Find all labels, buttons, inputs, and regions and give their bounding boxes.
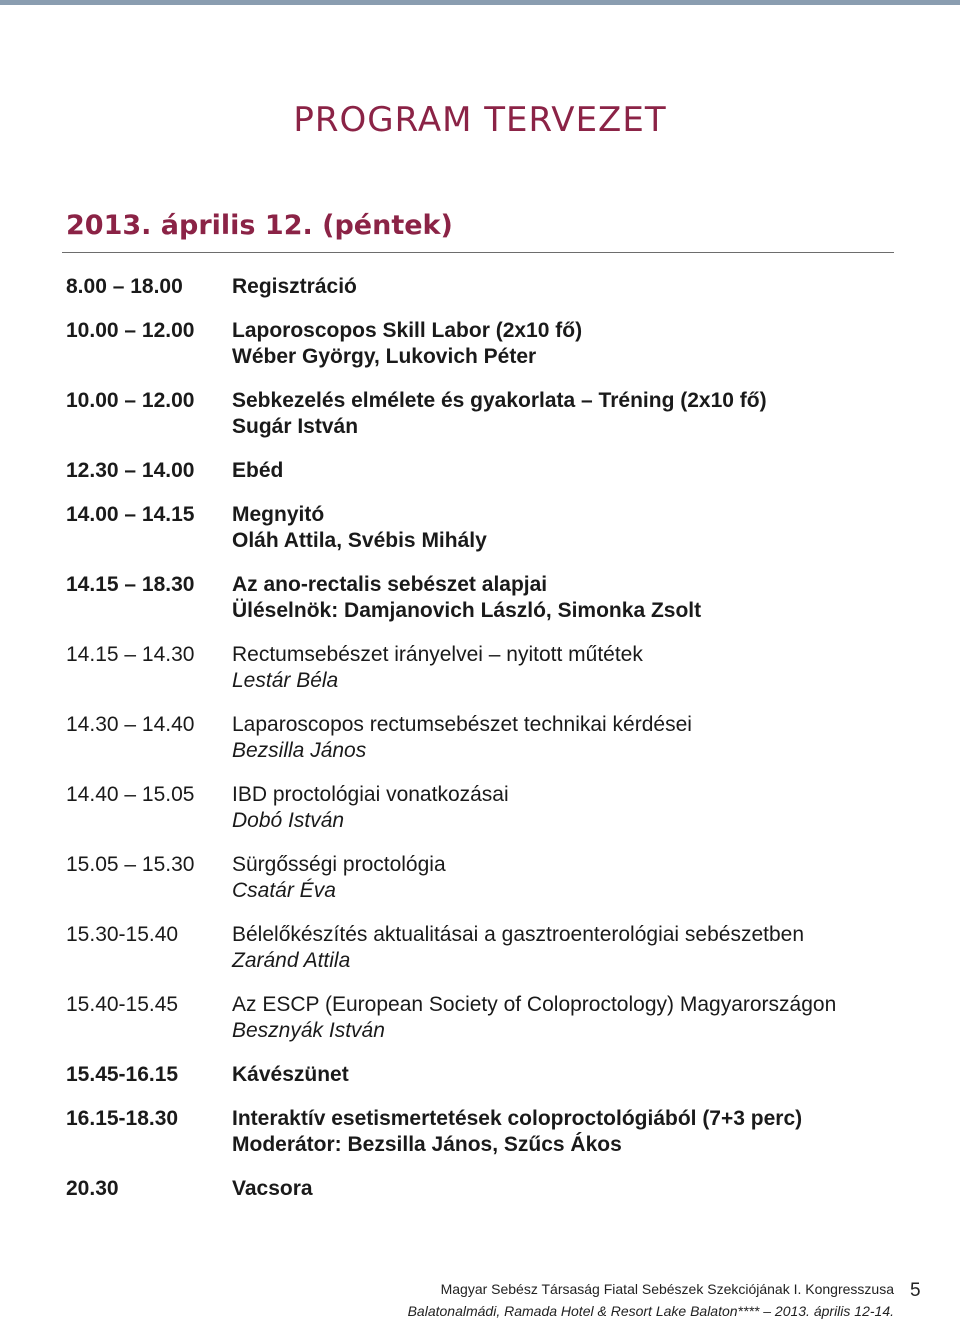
row-title: Az ESCP (European Society of Coloproctology) Magyarországon xyxy=(232,993,837,1016)
row-chair: Üléselnök: Damjanovich László, Simonka Zsolt xyxy=(232,599,702,622)
row-speakers: Oláh Attila, Svébis Mihály xyxy=(232,529,487,552)
row-title: Megnyitó xyxy=(232,503,325,526)
row-speaker: Lestár Béla xyxy=(232,669,339,692)
row-title: Rectumsebészet irányelvei – nyitott műtétek xyxy=(232,643,643,666)
row-time: 15.05 – 15.30 xyxy=(66,853,195,876)
row-time: 10.00 – 12.00 xyxy=(66,319,195,342)
row-title: Sebkezelés elmélete és gyakorlata – Tréning (2x10 fő) xyxy=(232,389,767,412)
row-time: 14.15 – 18.30 xyxy=(66,573,195,596)
row-title: Sürgősségi proctológia xyxy=(232,853,446,876)
page-number: 5 xyxy=(910,1280,921,1301)
divider xyxy=(62,252,894,253)
row-time: 14.30 – 14.40 xyxy=(66,713,195,736)
row-title: Laparoscopos rectumsebészet technikai kérdései xyxy=(232,713,692,736)
page-footer xyxy=(408,1278,894,1322)
row-title: Ebéd xyxy=(232,459,284,482)
row-title: Vacsora xyxy=(232,1177,313,1200)
top-border xyxy=(0,0,960,5)
row-time: 15.30-15.40 xyxy=(66,923,179,946)
row-time: 16.15-18.30 xyxy=(66,1107,179,1130)
row-time: 15.40-15.45 xyxy=(66,993,179,1016)
row-title: Regisztráció xyxy=(232,275,357,298)
footer-congress: Magyar Sebész Társaság Fiatal Sebészek Szekciójának I. Kongresszusa xyxy=(440,1281,894,1297)
row-speaker: Csatár Éva xyxy=(232,879,336,902)
row-time: 12.30 – 14.00 xyxy=(66,459,195,482)
page-title: PROGRAM TERVEZET xyxy=(293,100,667,140)
row-time: 15.45-16.15 xyxy=(66,1063,179,1086)
row-time: 10.00 – 12.00 xyxy=(66,389,195,412)
row-title: Az ano-rectalis sebészet alapjai xyxy=(232,573,548,596)
row-speaker: Bezsilla János xyxy=(232,739,367,762)
row-speaker: Dobó István xyxy=(232,809,345,832)
row-time: 14.15 – 14.30 xyxy=(66,643,195,666)
row-title: Bélelőkészítés aktualitásai a gasztroenterológiai sebészetben xyxy=(232,923,805,946)
row-time: 14.00 – 14.15 xyxy=(66,503,195,526)
row-speakers: Wéber György, Lukovich Péter xyxy=(232,345,537,368)
row-time: 8.00 – 18.00 xyxy=(66,275,183,298)
row-time: 20.30 xyxy=(66,1177,119,1200)
footer-venue: Balatonalmádi, Ramada Hotel & Resort Lake Balaton**** – 2013. április 12-14. xyxy=(407,1303,894,1319)
row-title: Laporoscopos Skill Labor (2x10 fő) xyxy=(232,319,583,342)
row-speaker: Besznyák István xyxy=(232,1019,385,1042)
row-speakers: Sugár István xyxy=(232,415,359,438)
row-moderator: Moderátor: Bezsilla János, Szűcs Ákos xyxy=(232,1133,622,1156)
row-title: Kávészünet xyxy=(232,1063,349,1086)
row-speaker: Zaránd Attila xyxy=(232,949,351,972)
day-heading: 2013. április 12. (péntek) xyxy=(66,210,453,241)
row-title: IBD proctológiai vonatkozásai xyxy=(232,783,509,806)
row-time: 14.40 – 15.05 xyxy=(66,783,195,806)
row-title: Interaktív esetismertetések coloproctológiából (7+3 perc) xyxy=(232,1107,803,1130)
